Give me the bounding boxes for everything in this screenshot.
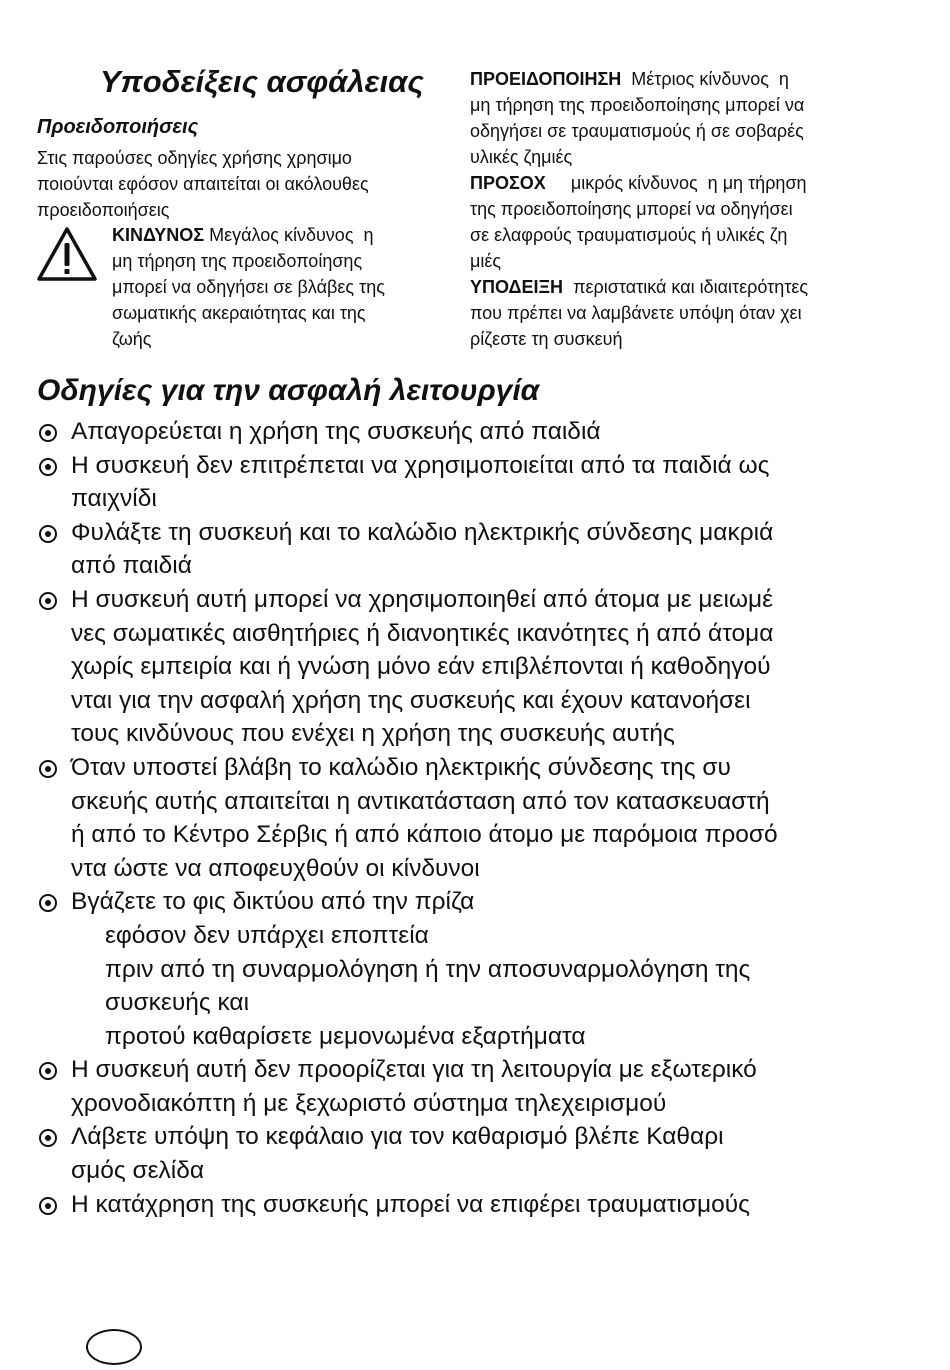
list-item-line: Η συσκευή αυτή μπορεί να χρησιμοποιηθεί από άτομα με μειωμέ xyxy=(71,585,774,613)
list-item-line: σκευής αυτής απαιτείται η αντικατάσταση από τον κατασκευαστή xyxy=(71,787,770,815)
warning-text: Μέτριος κίνδυνος η xyxy=(621,69,789,89)
danger-line: μπορεί να οδηγήσει σε βλάβες της xyxy=(112,277,385,297)
note-line: ρίζεστε τη συσκευή xyxy=(470,329,623,349)
sub-item-line: πριν από τη συναρμολόγηση ή την αποσυναρμολόγηση της xyxy=(105,955,751,983)
note-line: που πρέπει να λαμβάνετε υπόψη όταν χει xyxy=(470,303,802,323)
danger-keyword: ΚΙΝΔΥΝΟΣ xyxy=(112,225,205,245)
danger-line: σωματικής ακεραιότητας και της xyxy=(112,303,366,323)
note-keyword: ΥΠΟΔΕΙΞΗ xyxy=(470,277,564,297)
list-item-line: νες σωματικές αισθητήριες ή διανοητικές ικανότητες ή από άτομα xyxy=(71,619,774,647)
bullet-icon xyxy=(39,760,57,778)
intro-line: προειδοποιήσεις xyxy=(37,200,170,220)
list-item-line: σμός σελίδα xyxy=(71,1157,205,1185)
list-item-line: Η συσκευή αυτή δεν προορίζεται για τη λειτουργία με εξωτερικό xyxy=(71,1056,757,1084)
bullet-icon xyxy=(39,1129,57,1147)
bullet-icon xyxy=(39,1197,57,1215)
warning-line: μη τήρηση της προειδοποίησης μπορεί να xyxy=(470,95,805,115)
list-item xyxy=(37,449,917,516)
list-item xyxy=(37,516,917,583)
language-oval-icon xyxy=(86,1329,142,1365)
list-item-line: Φυλάξτε τη συσκευή και το καλώδιο ηλεκτρικής σύνδεσης μακριά xyxy=(71,518,774,546)
danger-line: ζωής xyxy=(112,329,152,349)
list-item xyxy=(37,751,917,885)
sub-item-line: προτού καθαρίσετε μεμονωμένα εξαρτήματα xyxy=(105,1022,586,1050)
list-item-line: Βγάζετε το φις δικτύου από την πρίζα xyxy=(71,888,475,916)
section-title: Οδηγίες για την ασφαλή λειτουργία xyxy=(37,374,540,407)
caution-line: σε ελαφρούς τραυματισμούς ή υλικές ζη xyxy=(470,225,788,245)
intro-text xyxy=(37,145,369,223)
list-item-line: Όταν υποστεί βλάβη το καλώδιο ηλεκτρικής σύνδεσης της συ xyxy=(71,753,731,781)
warning-keyword: ΠΡΟΕΙΔΟΠΟΙΗΣΗ xyxy=(470,69,622,89)
list-item-line: ή από το Κέντρο Σέρβις ή από κάποιο άτομο με παρόμοια προσό xyxy=(71,821,778,849)
list-item-line: χωρίς εμπειρία και ή γνώση μόνο εάν επιβλέπονται ή καθοδηγού xyxy=(71,653,771,681)
list-item-line: Η συσκευή δεν επιτρέπεται να χρησιμοποιείται από τα παιδιά ως xyxy=(71,451,770,479)
safety-instructions-list xyxy=(37,415,917,1221)
sub-item-line: εφόσον δεν υπάρχει εποπτεία xyxy=(105,921,429,949)
caution-line: μιές xyxy=(470,251,502,271)
warning-line: υλικές ζημιές xyxy=(470,147,573,167)
danger-text: Μεγάλος κίνδυνος η xyxy=(204,225,374,245)
note-text: περιστατικά και ιδιαιτερότητες xyxy=(563,277,809,297)
list-item-line: παιχνίδι xyxy=(71,485,157,513)
bullet-icon xyxy=(39,894,57,912)
list-item xyxy=(37,1053,917,1120)
bullet-icon xyxy=(39,525,57,543)
list-item-line: Απαγορεύεται η χρήση της συσκευής από παιδιά xyxy=(71,418,601,445)
list-item-line: από παιδιά xyxy=(71,552,192,580)
list-item-line: χρονοδιακόπτη ή με ξεχωριστό σύστημα τηλεχειρισμού xyxy=(71,1089,667,1117)
list-item xyxy=(37,415,917,449)
warning-triangle-icon xyxy=(36,226,98,282)
sub-item-line: συσκευής και xyxy=(105,989,250,1017)
list-item xyxy=(37,1120,917,1187)
list-item xyxy=(37,1188,917,1222)
warnings-heading: Προειδοποιήσεις xyxy=(37,116,199,138)
danger-line: μη τήρηση της προειδοποίησης xyxy=(112,251,363,271)
bullet-icon xyxy=(39,458,57,476)
bullet-icon xyxy=(39,592,57,610)
list-item-line: Λάβετε υπόψη το κεφάλαιο για τον καθαρισμό βλέπε Καθαρι xyxy=(71,1123,724,1151)
signal-words-legend xyxy=(470,66,808,352)
list-item-line: νται για την ασφαλή χρήση της συσκευής και έχουν κατανοήσει xyxy=(71,686,751,714)
intro-line: Στις παρούσες οδηγίες χρήσης χρησιμο xyxy=(37,148,352,168)
danger-notice xyxy=(112,222,385,352)
caution-text: μικρός κίνδυνος η μη τήρηση xyxy=(545,173,807,193)
list-item-line: ντα ώστε να αποφευχθούν οι κίνδυνοι xyxy=(71,854,480,882)
list-item xyxy=(37,885,917,1053)
intro-line: ποιούνται εφόσον απαιτείται οι ακόλουθες xyxy=(37,174,369,194)
list-item xyxy=(37,583,917,751)
warning-line: οδηγήσει σε τραυματισμούς ή σε σοβαρές xyxy=(470,121,804,141)
bullet-icon xyxy=(39,1062,57,1080)
bullet-icon xyxy=(39,424,57,442)
page-title: Υποδείξεις ασφάλειας xyxy=(100,64,424,99)
caution-line: της προειδοποίησης μπορεί να οδηγήσει xyxy=(470,199,793,219)
caution-keyword: ΠΡΟΣΟΧ xyxy=(470,173,546,193)
list-item-line: τους κινδύνους που ενέχει η χρήση της συσκευής αυτής xyxy=(71,720,675,748)
list-item-line: Η κατάχρηση της συσκευής μπορεί να επιφέρει τραυματισμούς xyxy=(71,1190,750,1218)
